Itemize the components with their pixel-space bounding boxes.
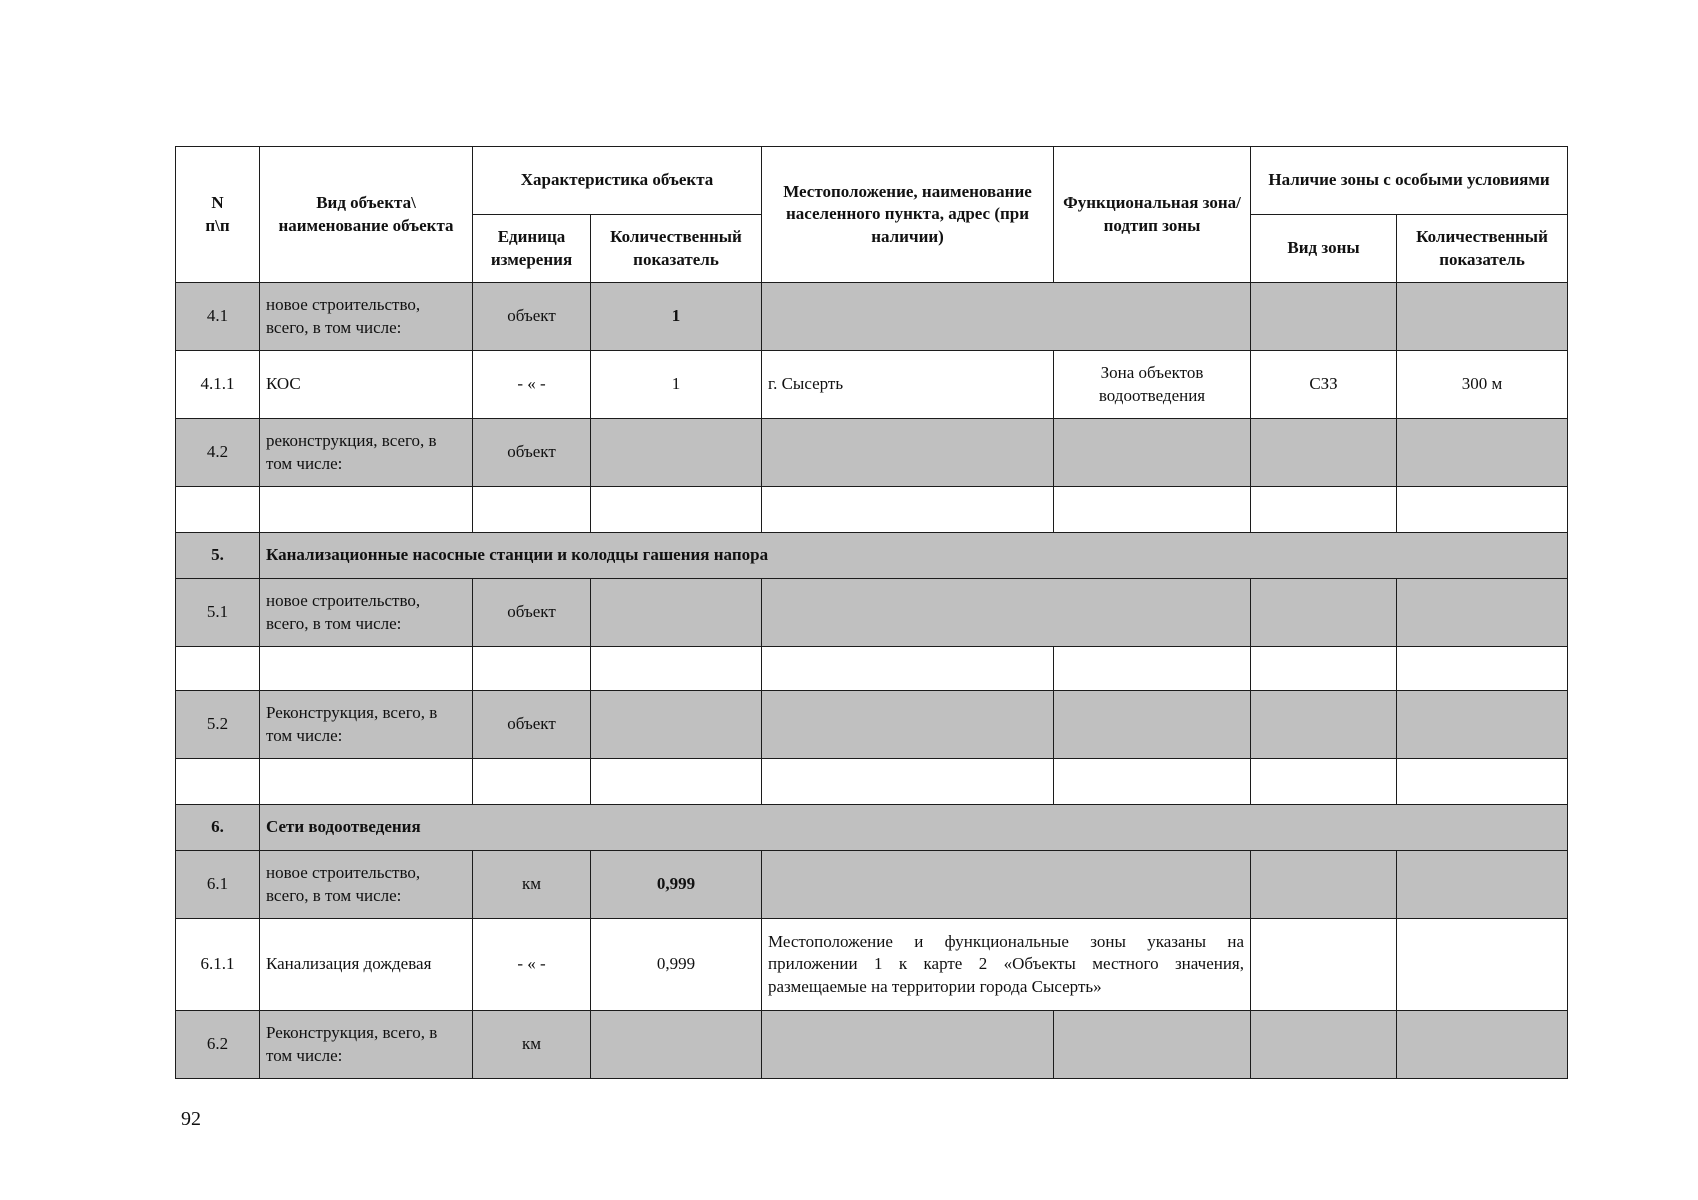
row-zone-type [1251, 579, 1397, 647]
header-name: Вид объекта\ наименование объекта [260, 147, 473, 283]
header-special-zone: Наличие зоны с особыми условиями [1251, 147, 1568, 215]
row-quantity: 1 [591, 283, 762, 351]
header-unit: Единица измерения [473, 215, 591, 283]
row-zone-type [1251, 919, 1397, 1011]
row-zone-quantity [1397, 919, 1568, 1011]
row-zone-type [1251, 419, 1397, 487]
section-row [176, 805, 1568, 851]
row-num: 6.1.1 [176, 919, 260, 1011]
header-characteristic: Характеристика объекта [473, 147, 762, 215]
row-zone-type [1251, 851, 1397, 919]
table-row [176, 419, 1568, 487]
header-location: Местоположение, наименование населенного пункта, адрес (при наличии) [762, 147, 1054, 283]
row-zone-quantity [1397, 419, 1568, 487]
header-num: N п\п [176, 147, 260, 283]
row-unit: объект [473, 419, 591, 487]
row-num: 6.1 [176, 851, 260, 919]
row-name: новое строительство, всего, в том числе: [260, 851, 473, 919]
row-num: 5.2 [176, 691, 260, 759]
table-row [176, 579, 1568, 647]
row-quantity: 0,999 [591, 851, 762, 919]
row-quantity: 0,999 [591, 919, 762, 1011]
objects-table [175, 146, 1568, 1079]
row-zone: Зона объектов водоотведения [1054, 351, 1251, 419]
section-title: Канализационные насосные станции и колодцы гашения напора [260, 533, 1568, 579]
row-zone-quantity [1397, 283, 1568, 351]
row-unit: объект [473, 691, 591, 759]
row-num: 4.1 [176, 283, 260, 351]
row-name: реконструкция, всего, в том числе: [260, 419, 473, 487]
row-location: г. Сысерть [762, 351, 1054, 419]
row-unit: - « - [473, 351, 591, 419]
row-zone-quantity [1397, 579, 1568, 647]
row-location [762, 1011, 1054, 1079]
row-name: новое строительство, всего, в том числе: [260, 579, 473, 647]
row-zone-quantity [1397, 851, 1568, 919]
row-num: 4.1.1 [176, 351, 260, 419]
row-zone-quantity [1397, 1011, 1568, 1079]
table-row [176, 919, 1568, 1011]
row-unit: - « - [473, 919, 591, 1011]
row-location [762, 283, 1251, 351]
section-num: 5. [176, 533, 260, 579]
page-number: 92 [181, 1108, 201, 1130]
row-name: КОС [260, 351, 473, 419]
row-zone [1054, 691, 1251, 759]
header-quantity: Количественный показатель [591, 215, 762, 283]
row-unit: км [473, 1011, 591, 1079]
row-unit: объект [473, 283, 591, 351]
row-location [762, 851, 1251, 919]
table-row [176, 1011, 1568, 1079]
row-zone-type [1251, 1011, 1397, 1079]
row-num: 6.2 [176, 1011, 260, 1079]
row-zone-quantity: 300 м [1397, 351, 1568, 419]
row-name: Реконструкция, всего, в том числе: [260, 1011, 473, 1079]
row-quantity [591, 579, 762, 647]
row-quantity [591, 419, 762, 487]
header-zone: Функциональная зона/ подтип зоны [1054, 147, 1251, 283]
row-name: Канализация дождевая [260, 919, 473, 1011]
table-row [176, 283, 1568, 351]
row-zone-type [1251, 691, 1397, 759]
table-row-empty [176, 759, 1568, 805]
section-title: Сети водоотведения [260, 805, 1568, 851]
row-num: 4.2 [176, 419, 260, 487]
table-row [176, 691, 1568, 759]
row-name: новое строительство, всего, в том числе: [260, 283, 473, 351]
table-row [176, 851, 1568, 919]
header-zone-type: Вид зоны [1251, 215, 1397, 283]
table-row [176, 351, 1568, 419]
row-zone [1054, 419, 1251, 487]
row-name: Реконструкция, всего, в том числе: [260, 691, 473, 759]
row-location [762, 691, 1054, 759]
row-num: 5.1 [176, 579, 260, 647]
row-zone-type [1251, 283, 1397, 351]
table-row-empty [176, 487, 1568, 533]
row-zone-type: СЗЗ [1251, 351, 1397, 419]
row-quantity [591, 691, 762, 759]
row-location [762, 419, 1054, 487]
table-row-empty [176, 647, 1568, 691]
row-unit: км [473, 851, 591, 919]
header-zone-quantity: Количественный показатель [1397, 215, 1568, 283]
section-num: 6. [176, 805, 260, 851]
row-unit: объект [473, 579, 591, 647]
row-location [762, 579, 1251, 647]
row-zone-quantity [1397, 691, 1568, 759]
row-location: Местоположение и функциональные зоны указаны на приложении 1 к карте 2 «Объекты местного значения, размещаемые на территории города Сысерть» [762, 919, 1251, 1011]
section-row [176, 533, 1568, 579]
row-quantity: 1 [591, 351, 762, 419]
row-quantity [591, 1011, 762, 1079]
row-zone [1054, 1011, 1251, 1079]
